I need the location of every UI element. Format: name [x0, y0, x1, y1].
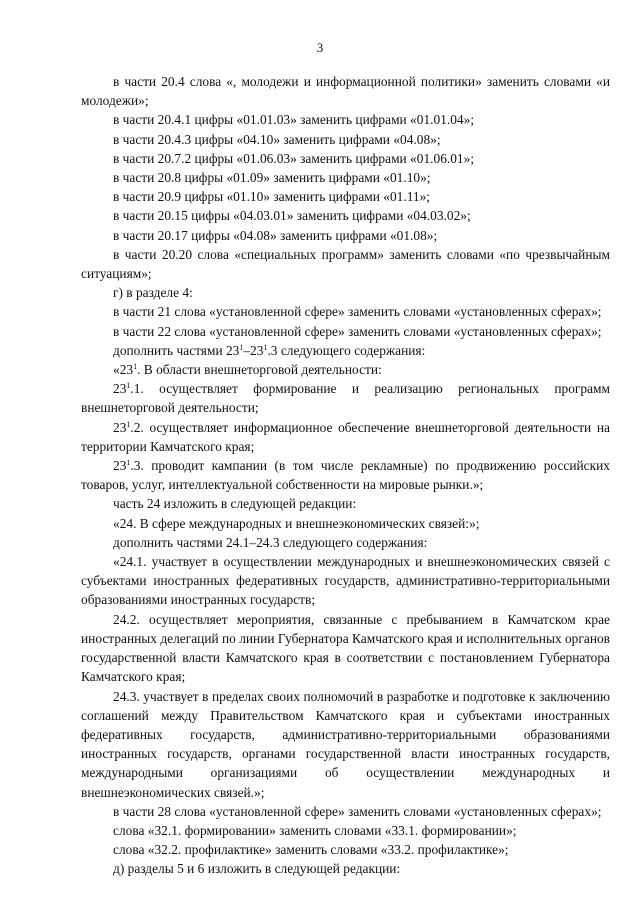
paragraph: слова «32.2. профилактике» заменить словами «33.2. профилактике»;: [113, 842, 509, 858]
paragraph: дополнить частями 24.1–24.3 следующего содержания:: [113, 534, 428, 550]
page-number: 3: [316, 40, 324, 55]
paragraph: слова «32.1. формировании» заменить словами «33.1. формировании»;: [113, 822, 517, 838]
paragraph: в части 28 слова «установленной сфере» заменить словами «установленных сферах»;: [113, 803, 602, 819]
paragraph: «24. В сфере международных и внешнеэкономических связей:»;: [113, 515, 480, 531]
paragraph: 24.3. участвует в пределах своих полномочий в разработке и подготовке к заключению соглашений между Правительством Камчатского края и субъектами иностранных федеративных государств, административно-территориальными образованиями иностранных государств, органами государственной власти иностранных государств, международными организациями об осуществлении международных и внешнеэкономических связей.»;: [81, 688, 610, 800]
paragraph: «$23^1$. В области внешнеторговой деятельности:: [113, 362, 382, 378]
paragraph: часть 24 изложить в следующей редакции:: [113, 496, 357, 512]
paragraph: в части 20.4.3 цифры «04.10» заменить цифрами «04.08»;: [113, 131, 441, 147]
paragraph: в части 20.9 цифры «01.10» заменить цифрами «01.11»;: [113, 189, 431, 205]
paragraph: дополнить частями $23^1-23^1.3$ следующего содержания:: [113, 342, 426, 358]
paragraph: в части 21 слова «установленной сфере» заменить словами «установленных сферах»;: [113, 304, 602, 320]
paragraph: 24.2. осуществляет мероприятия, связанные с пребыванием в Камчатском крае иностранных делегаций по линии Губернатора Камчатского края и исполнительных органов государственной власти Камчатского края в соответствии с постановлением Губернатора Камчатского края;: [81, 611, 611, 685]
paragraph: $23^1.2$. осуществляет информационное обеспечение внешнеторговой деятельности на территории Камчатского края;: [81, 419, 610, 454]
paragraph: в части 20.17 цифры «04.08» заменить цифрами «01.08»;: [113, 227, 438, 243]
paragraph: в части 20.4.1 цифры «01.01.03» заменить цифрами «01.01.04»;: [113, 112, 475, 128]
paragraph: в части 20.8 цифры «01.09» заменить цифрами «01.10»;: [113, 170, 431, 186]
paragraph: $23^1.1$. осуществляет формирование и реализацию региональных программ внешнеторговой деятельности;: [81, 381, 610, 416]
paragraph: в части 20.15 цифры «04.03.01» заменить цифрами «04.03.02»;: [113, 208, 471, 224]
paragraph: д) разделы 5 и 6 изложить в следующей редакции:: [113, 861, 401, 877]
document-body: [81, 72, 610, 879]
paragraph: в части 20.4 слова «, молодежи и информационной политики» заменить словами «и молодежи»;: [81, 74, 610, 109]
paragraph: г) в разделе 4:: [113, 285, 193, 301]
paragraph: в части 20.20 слова «специальных программ» заменить словами «по чрезвычайным ситуациям»;: [81, 246, 610, 282]
paragraph: $23^1.3$. проводит кампании (в том числе рекламные) по продвижению российских товаров, услуг, интеллектуальной собственности на мировые рынки.»;: [81, 458, 610, 493]
paragraph: в части 22 слова «установленной сфере» заменить словами «установленных сферах»;: [113, 323, 602, 339]
paragraph: в части 20.7.2 цифры «01.06.03» заменить цифрами «01.06.01»;: [113, 150, 475, 166]
paragraph: «24.1. участвует в осуществлении международных и внешнеэкономических связей с субъектами иностранных федеративных государств, административно-территориальными образованиями иностранных государств;: [81, 554, 610, 608]
